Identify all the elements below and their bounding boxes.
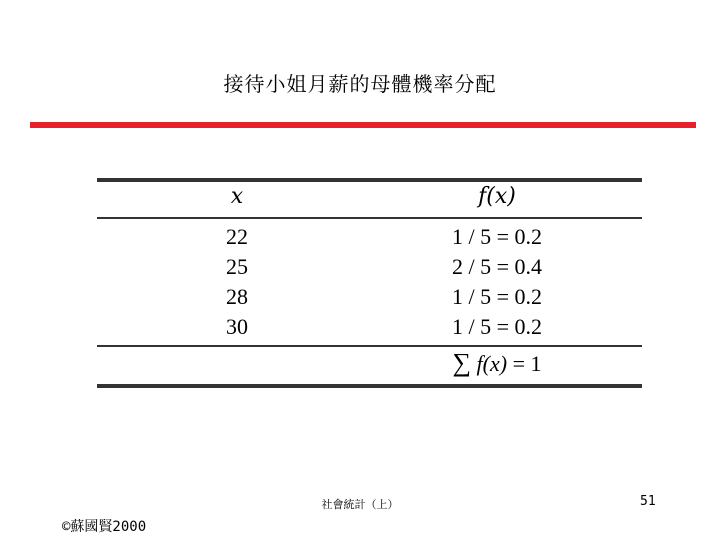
- sum-symbol: ∑: [452, 348, 472, 377]
- sum-expression: f(x): [476, 351, 508, 376]
- copyright-text: ©蘇國賢2000: [62, 519, 147, 535]
- cell-fx-4: 1 / 5 = 0.2: [451, 314, 543, 339]
- table-bottom-rule: [97, 384, 642, 388]
- probability-distribution-table: [97, 178, 642, 390]
- sum-row: [427, 348, 567, 378]
- sum-result: = 1: [512, 351, 542, 376]
- sum-rule: [97, 345, 642, 347]
- header-rule: [97, 217, 642, 219]
- cell-x-1: 22: [226, 224, 248, 249]
- footer-course-name: 社會統計（上）: [321, 498, 399, 511]
- cell-x-2: 25: [226, 254, 248, 279]
- table-top-rule: [97, 178, 642, 182]
- cell-fx-3: 1 / 5 = 0.2: [451, 284, 543, 309]
- cell-fx-1: 1 / 5 = 0.2: [451, 224, 543, 249]
- header-x: x: [230, 184, 244, 209]
- title-divider-bar: [30, 122, 696, 128]
- slide-title: 接待小姐月薪的母體機率分配: [223, 72, 497, 96]
- cell-x-4: 30: [226, 314, 248, 339]
- page-number: 51: [640, 494, 656, 509]
- cell-fx-2: 2 / 5 = 0.4: [451, 254, 543, 279]
- cell-x-3: 28: [226, 284, 248, 309]
- header-fx: f(x): [478, 184, 516, 209]
